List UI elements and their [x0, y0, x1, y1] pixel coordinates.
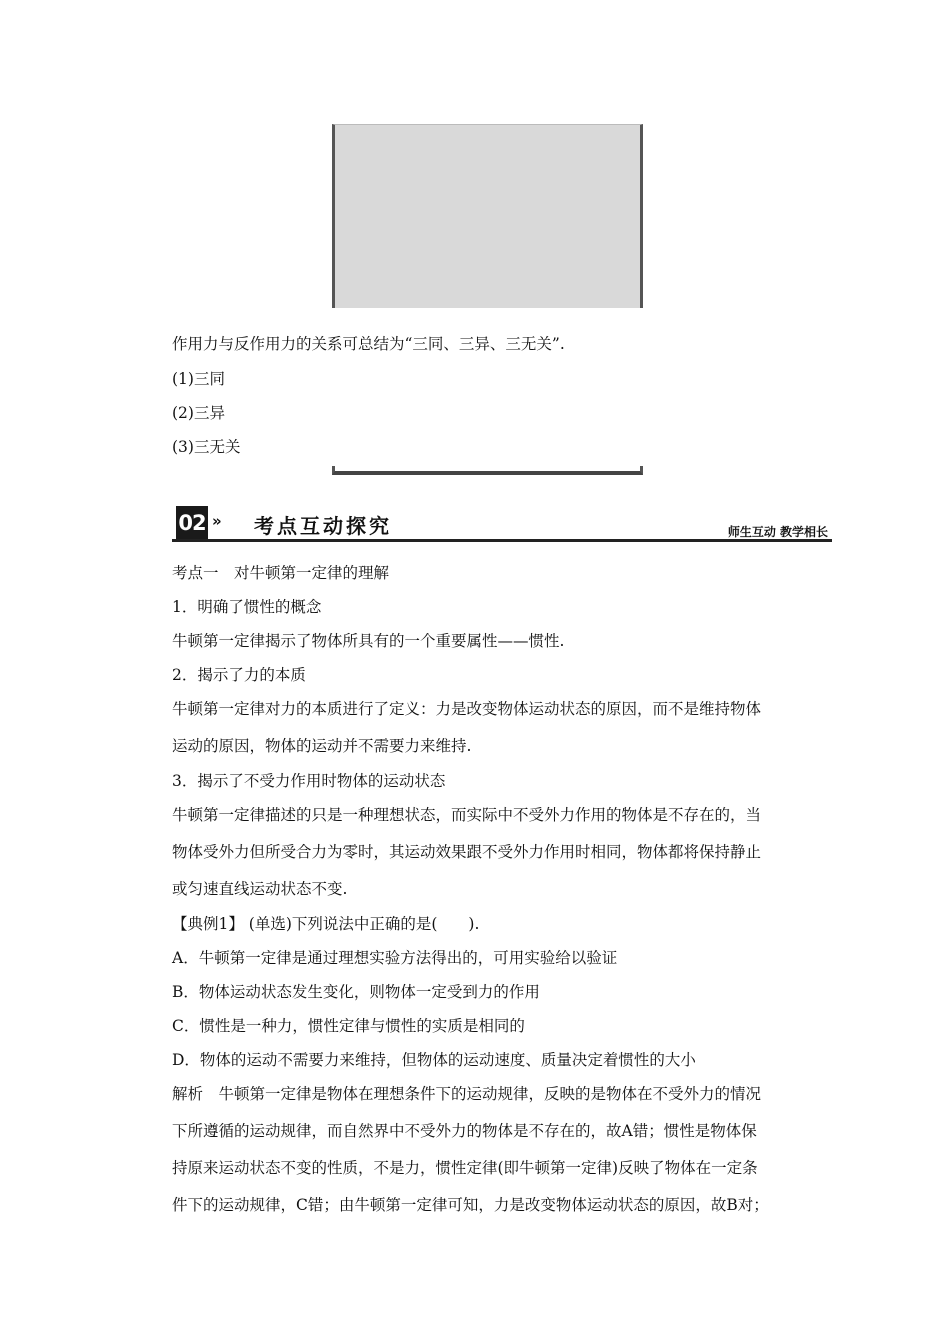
point-heading: 3．揭示了不受力作用时物体的运动状态: [172, 772, 446, 790]
intro-item: (3)三无关: [172, 438, 241, 456]
option-d: D．物体的运动不需要力来维持，但物体的运动速度、质量决定着惯性的大小: [172, 1051, 696, 1069]
point-heading: 2．揭示了力的本质: [172, 666, 306, 684]
paragraph-line: 牛顿第一定律对力的本质进行了定义：力是改变物体运动状态的原因，而不是维持物体: [172, 700, 762, 718]
intro-summary: 作用力与反作用力的关系可总结为“三同、三异、三无关”.: [172, 335, 565, 353]
figure-placeholder: [332, 124, 643, 308]
topic-heading: 考点一 对牛顿第一定律的理解: [172, 564, 390, 582]
section-title: 考点互动探究: [254, 514, 392, 538]
paragraph-line: 物体受外力但所受合力为零时，其运动效果跟不受外力作用时相同，物体都将保持静止: [172, 843, 762, 861]
paragraph-line: 牛顿第一定律描述的只是一种理想状态，而实际中不受外力作用的物体是不存在的，当: [172, 806, 762, 824]
analysis-line: 解析 牛顿第一定律是物体在理想条件下的运动规律，反映的是物体在不受外力的情况: [172, 1085, 762, 1103]
analysis-line: 下所遵循的运动规律，而自然界中不受外力的物体是不存在的，故A错；惯性是物体保: [172, 1122, 757, 1140]
option-c: C．惯性是一种力，惯性定律与惯性的实质是相同的: [172, 1017, 525, 1035]
section-number: 02: [176, 506, 208, 540]
paragraph-line: 运动的原因，物体的运动并不需要力来维持.: [172, 737, 472, 755]
section-subtitle: 师生互动 教学相长: [727, 525, 828, 539]
paragraph-line: 或匀速直线运动状态不变.: [172, 880, 348, 898]
point-heading: 1．明确了惯性的概念: [172, 598, 322, 616]
chevron-right-icon: »: [212, 512, 222, 530]
section-header: [172, 504, 832, 544]
intro-item: (1)三同: [172, 370, 225, 388]
example-question: 【典例1】 (单选)下列说法中正确的是( ).: [172, 915, 480, 933]
figure-frame-bottom: [332, 466, 643, 475]
analysis-line: 件下的运动规律，C错；由牛顿第一定律可知，力是改变物体运动状态的原因，故B对；: [172, 1196, 769, 1214]
option-a: A．牛顿第一定律是通过理想实验方法得出的，可用实验给以验证: [172, 949, 618, 967]
analysis-line: 持原来运动状态不变的性质，不是力，惯性定律(即牛顿第一定律)反映了物体在一定条: [172, 1159, 758, 1177]
paragraph-line: 牛顿第一定律揭示了物体所具有的一个重要属性——惯性.: [172, 632, 565, 650]
section-divider: [172, 539, 832, 542]
intro-item: (2)三异: [172, 404, 225, 422]
option-b: B．物体运动状态发生变化，则物体一定受到力的作用: [172, 983, 540, 1001]
